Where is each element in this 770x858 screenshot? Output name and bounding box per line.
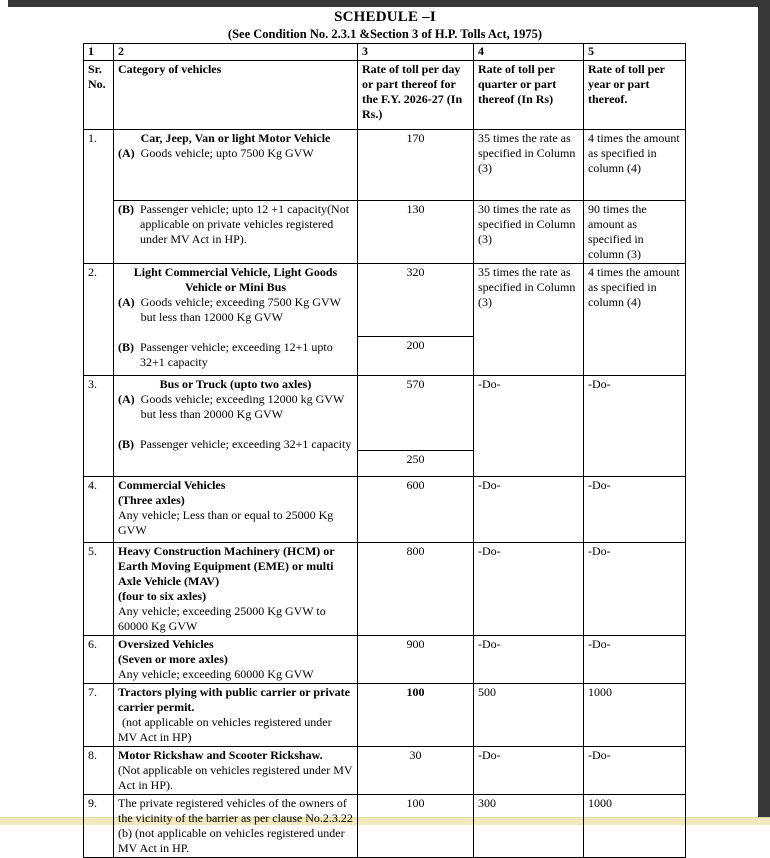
cell-category: [114, 129, 358, 200]
cell-day-rate: 600: [358, 476, 474, 542]
vehicle-category-detail: Any vehicle; exceeding 25000 Kg GVW to 60000 Kg GVW: [118, 603, 326, 633]
table-row: [84, 794, 686, 857]
cell-sr: 9.: [84, 794, 114, 857]
header-day-rate: Rate of toll per day or part thereof for the F.Y. 2026-27 (In Rs.): [358, 60, 474, 129]
cell-quarter-rate: -Do-: [474, 746, 584, 794]
cell-quarter-rate: -Do-: [474, 542, 584, 635]
vehicle-category-title: Heavy Construction Machinery (HCM) or Earth Moving Equipment (EME) or multi Axle Vehicle (MAV): [118, 543, 335, 588]
cell-year-rate: 4 times the amount as specified in column (4): [584, 263, 686, 375]
cell-sr: 7.: [84, 683, 114, 746]
cell-quarter-rate: 35 times the rate as specified in Column (3): [474, 263, 584, 375]
cell-day-rate: 200: [358, 336, 474, 375]
vehicle-category-title: Light Commercial Vehicle, Light Goods Vehicle or Mini Bus: [133, 264, 338, 294]
cell-sr: 3.: [84, 375, 114, 476]
cell-quarter-rate: 500: [474, 683, 584, 746]
cell-day-rate: 320: [358, 263, 474, 336]
cell-sr: 8.: [84, 746, 114, 794]
vehicle-subcategory-b: [118, 437, 353, 452]
cell-category: [114, 683, 358, 746]
cell-year-rate: -Do-: [584, 746, 686, 794]
cell-year-rate: 1000: [584, 683, 686, 746]
cell-day-rate: 900: [358, 635, 474, 683]
header-year-rate: Rate of toll per year or part thereof.: [584, 60, 686, 129]
subcategory-text: Goods vehicle; exceeding 12000 kg GVW but less than 20000 Kg GVW: [140, 391, 345, 421]
col-num-1: 1: [84, 44, 114, 60]
cell-day-rate: 130: [358, 200, 474, 263]
vehicle-category-title: Car, Jeep, Van or light Motor Vehicle: [140, 130, 331, 145]
table-row: [84, 746, 686, 794]
column-number-row: [84, 44, 686, 60]
cell-day-rate: 250: [358, 450, 474, 476]
vehicle-category-detail: (not applicable on vehicles registered under MV Act in HP): [118, 714, 332, 744]
table-row: [84, 129, 686, 200]
vehicle-category-detail: Any vehicle; exceeding 60000 Kg GVW: [118, 666, 314, 681]
cell-day-rate: 30: [358, 746, 474, 794]
cell-quarter-rate: -Do-: [474, 635, 584, 683]
cell-year-rate: -Do-: [584, 635, 686, 683]
vehicle-category-title: Oversized Vehicles: [118, 636, 214, 651]
subcategory-text: Goods vehicle; upto 7500 Kg GVW: [140, 145, 314, 160]
vehicle-subcategory-b: [118, 202, 353, 247]
header-category: Category of vehicles: [114, 60, 358, 129]
viewer-right-edge: [758, 0, 770, 819]
cell-sr: 1.: [84, 129, 114, 263]
vehicle-category-detail: (Not applicable on vehicles registered under MV Act in HP).: [118, 762, 353, 792]
table-row: [84, 200, 686, 263]
cell-year-rate: -Do-: [584, 375, 686, 476]
vehicle-subcategory-a: [118, 392, 353, 422]
cell-day-rate: 800: [358, 542, 474, 635]
vehicle-category-axles: (four to six axles): [118, 588, 207, 603]
cell-category: [114, 542, 358, 635]
cell-category: [114, 263, 358, 375]
subcategory-label: (B): [118, 436, 134, 451]
col-num-2: 2: [114, 44, 358, 60]
cell-category: [114, 200, 358, 263]
cell-year-rate: -Do-: [584, 542, 686, 635]
subcategory-text: Passenger vehicle; upto 12 +1 capacity(Not applicable on private vehicles registered under MV Act in HP).: [140, 201, 350, 246]
vehicle-category-detail: Any vehicle; Less than or equal to 25000 Kg GVW: [118, 507, 334, 537]
document-page: [83, 7, 687, 858]
col-num-3: 3: [358, 44, 474, 60]
cell-category: [114, 794, 358, 857]
cell-year-rate: 90 times the amount as specified in column (3): [584, 200, 686, 263]
subcategory-label: (A): [118, 145, 135, 160]
subcategory-text: Passenger vehicle; exceeding 12+1 upto 32+1 capacity: [140, 339, 333, 369]
col-num-5: 5: [584, 44, 686, 60]
vehicle-subcategory-a: [118, 146, 353, 161]
vehicle-category-detail: The private registered vehicles of the owners of the vicinity of the barrier as per clause No.2.3.22 (b) (not applicable on vehicles registered under MV Act in HP.: [118, 795, 353, 855]
table-row: [84, 375, 686, 450]
vehicle-subcategory-b: [118, 340, 353, 370]
cell-sr: 6.: [84, 635, 114, 683]
cell-day-rate: 170: [358, 129, 474, 200]
vehicle-category-axles: (Seven or more axles): [118, 651, 228, 666]
cell-category: [114, 635, 358, 683]
vehicle-category-title: Commercial Vehicles: [118, 477, 226, 492]
cell-sr: 5.: [84, 542, 114, 635]
col-num-4: 4: [474, 44, 584, 60]
table-row: [84, 683, 686, 746]
table-row: [84, 635, 686, 683]
cell-day-rate: 100: [358, 794, 474, 857]
table-row: [84, 542, 686, 635]
cell-year-rate: -Do-: [584, 476, 686, 542]
subcategory-text: Goods vehicle; exceeding 7500 Kg GVW but less than 12000 Kg GVW: [140, 294, 341, 324]
schedule-subtitle: (See Condition No. 2.3.1 &Section 3 of H.P. Tolls Act, 1975): [227, 26, 543, 41]
cell-day-rate: 100: [358, 683, 474, 746]
cell-category: [114, 476, 358, 542]
viewer-top-edge: [8, 0, 770, 7]
vehicle-category-title: Bus or Truck (upto two axles): [159, 376, 312, 391]
cell-sr: 4.: [84, 476, 114, 542]
header-sr-no: Sr. No.: [84, 60, 114, 129]
vehicle-category-title: Motor Rickshaw and Scooter Rickshaw.: [118, 747, 323, 762]
cell-quarter-rate: 30 times the rate as specified in Column (3): [474, 200, 584, 263]
vehicle-subcategory-a: [118, 295, 353, 325]
vehicle-category-title: Tractors plying with public carrier or private carrier permit.: [118, 684, 350, 714]
cell-year-rate: 1000: [584, 794, 686, 857]
cell-category: [114, 746, 358, 794]
table-row: [84, 476, 686, 542]
table-row: [84, 263, 686, 336]
toll-rate-table: [83, 43, 686, 857]
cell-category: [114, 375, 358, 476]
cell-quarter-rate: 300: [474, 794, 584, 857]
cell-quarter-rate: -Do-: [474, 476, 584, 542]
subcategory-label: (B): [118, 201, 134, 216]
cell-day-rate: 570: [358, 375, 474, 450]
cell-quarter-rate: 35 times the rate as specified in Column (3): [474, 129, 584, 200]
schedule-title: SCHEDULE –I: [334, 9, 436, 25]
header-quarter-rate: Rate of toll per quarter or part thereof (In Rs): [474, 60, 584, 129]
cell-year-rate: 4 times the amount as specified in column (4): [584, 129, 686, 200]
subcategory-label: (A): [118, 391, 135, 406]
header-row: [84, 60, 686, 129]
vehicle-category-axles: (Three axles): [118, 492, 185, 507]
cell-sr: 2.: [84, 263, 114, 375]
cell-quarter-rate: -Do-: [474, 375, 584, 476]
subcategory-label: (B): [118, 339, 134, 354]
subcategory-label: (A): [118, 294, 135, 309]
subcategory-text: Passenger vehicle; exceeding 32+1 capacity: [140, 436, 352, 451]
